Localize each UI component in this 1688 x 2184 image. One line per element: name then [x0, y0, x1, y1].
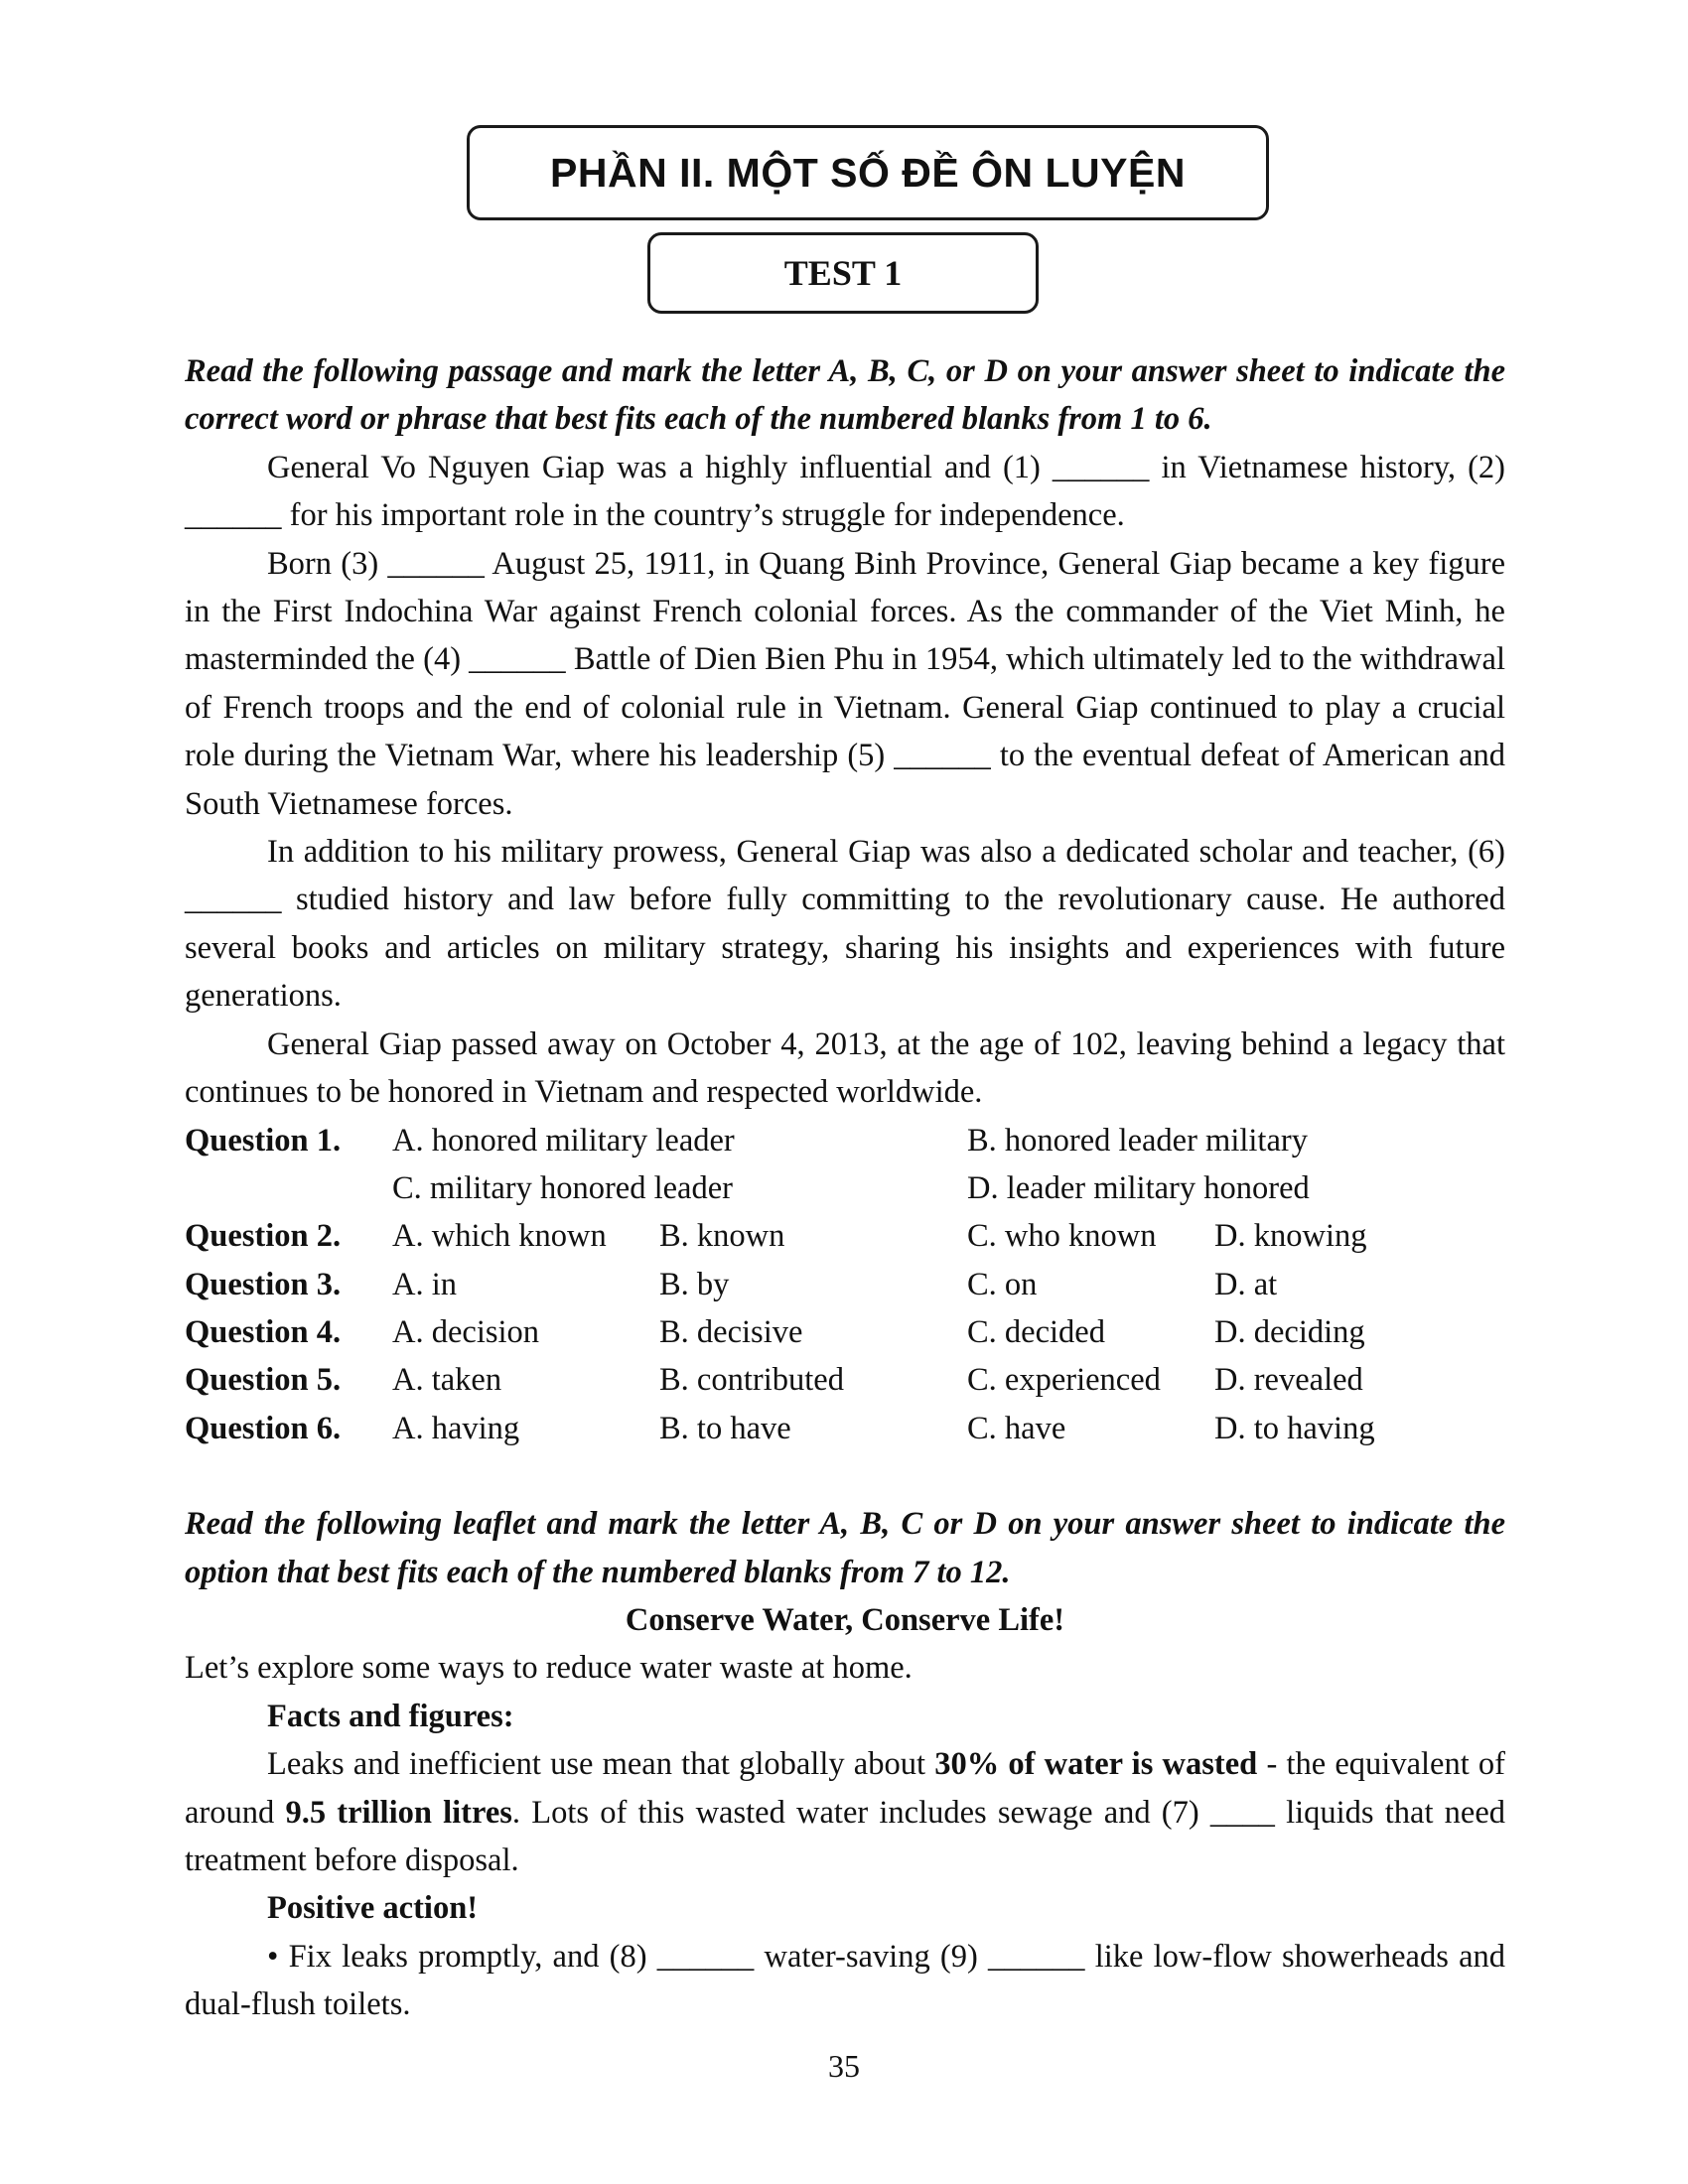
leaflet-intro: Let’s explore some ways to reduce water waste at home. — [185, 1650, 913, 1687]
page-content — [185, 347, 1505, 2029]
facts-text-2: - the equivalent of around — [185, 1746, 1505, 1831]
question-1 — [185, 1117, 1505, 1164]
facts-text-1: Leaks and inefficient use mean that globally about — [267, 1746, 935, 1783]
option-c: C. decided — [967, 1314, 1105, 1351]
question-label: Question 5. — [185, 1362, 342, 1399]
bullet-item-1 — [185, 1933, 1505, 2029]
facts-bold-1: 30% of water is wasted — [934, 1746, 1258, 1783]
option-b: B. contributed — [659, 1362, 844, 1399]
option-a: A. decision — [392, 1314, 540, 1351]
option-b: B. by — [659, 1266, 730, 1302]
facts-text-3: . Lots of this wasted water includes sewage and (7) ____ liquids that need treatment before disposal. — [185, 1794, 1506, 1879]
option-d: D. knowing — [1214, 1218, 1367, 1255]
option-a: A. taken — [392, 1362, 502, 1399]
option-d: D. leader military honored — [967, 1169, 1310, 1206]
question-label: Question 6. — [185, 1410, 342, 1446]
section-gap — [185, 1452, 1505, 1500]
part-title-box — [467, 125, 1269, 220]
question-1-continued — [185, 1164, 1505, 1212]
passage-paragraph-3: In addition to his military prowess, General Giap was also a dedicated scholar and teacher, (6) ______ studied history and law before fully committing to the revolutionary cause. He authored several books and articles on military strategy, sharing his insights and experiences with future generations. — [185, 834, 1505, 1015]
section2-instruction: Read the following leaflet and mark the letter A, B, C or D on your answer sheet to indicate the option that best fits each of the numbered blanks from 7 to 12. — [185, 1506, 1505, 1590]
test-title: TEST 1 — [783, 253, 903, 293]
option-b: B. to have — [659, 1410, 791, 1446]
option-d: D. to having — [1214, 1410, 1375, 1446]
passage-paragraph-4: General Giap passed away on October 4, 2013, at the age of 102, leaving behind a legacy that continues to be honored in Vietnam and respected worldwide. — [185, 1025, 1505, 1111]
option-b: B. honored leader military — [967, 1122, 1308, 1159]
bullet-icon: • — [267, 1938, 279, 1975]
passage-paragraph-2: Born (3) ______ August 25, 1911, in Quang Binh Province, General Giap became a key figure in the First Indochina War against French colonial forces. As the commander of the Viet Minh, he masterminded the (4) ______ Battle of Dien Bien Phu in 1954, which ultimately led to the withdrawal of French troops and the end of colonial rule in Vietnam. General Giap continued to play a crucial role during the Vietnam War, where his leadership (5) ______ to the eventual defeat of American and South Vietnamese forces. — [185, 545, 1505, 822]
question-5 — [185, 1356, 1505, 1404]
question-2 — [185, 1212, 1505, 1260]
option-a: A. in — [392, 1266, 457, 1302]
leaflet-title: Conserve Water, Conserve Life! — [625, 1602, 1065, 1639]
question-label: Question 3. — [185, 1266, 342, 1302]
question-label: Question 4. — [185, 1314, 342, 1351]
option-d: D. revealed — [1214, 1362, 1363, 1399]
test-title-box — [647, 232, 1039, 314]
option-c: C. military honored leader — [392, 1169, 733, 1206]
question-label: Question 1. — [185, 1122, 342, 1159]
facts-paragraph — [185, 1740, 1505, 1884]
question-list — [185, 1117, 1505, 1453]
option-a: A. having — [392, 1410, 520, 1446]
option-b: B. known — [659, 1218, 785, 1255]
option-c: C. who known — [967, 1218, 1157, 1255]
bullet-text: Fix leaks promptly, and (8) ______ water-saving (9) ______ like low-flow showerheads and dual-flush toilets. — [185, 1938, 1506, 2023]
question-3 — [185, 1261, 1505, 1308]
section1-instruction: Read the following passage and mark the letter A, B, C, or D on your answer sheet to indicate the correct word or phrase that best fits each of the numbered blanks from 1 to 6. — [185, 353, 1505, 438]
question-4 — [185, 1308, 1505, 1356]
page-number: 35 — [828, 2048, 860, 2084]
question-label: Question 2. — [185, 1218, 342, 1255]
option-c: C. have — [967, 1410, 1066, 1446]
option-c: C. on — [967, 1266, 1038, 1302]
option-a: A. which known — [392, 1218, 607, 1255]
part-title: PHẦN II. MỘT SỐ ĐỀ ÔN LUYỆN — [550, 149, 1186, 196]
facts-bold-2: 9.5 trillion litres — [285, 1794, 512, 1831]
option-d: D. deciding — [1214, 1314, 1365, 1351]
passage-paragraph-1: General Vo Nguyen Giap was a highly influential and (1) ______ in Vietnamese history, (2) ______ for his important role in the country’s struggle for independence. — [185, 449, 1505, 534]
facts-heading: Facts and figures: — [267, 1698, 514, 1734]
option-d: D. at — [1214, 1266, 1278, 1302]
question-6 — [185, 1405, 1505, 1452]
option-b: B. decisive — [659, 1314, 803, 1351]
action-heading: Positive action! — [267, 1890, 479, 1927]
option-c: C. experienced — [967, 1362, 1161, 1399]
option-a: A. honored military leader — [392, 1122, 735, 1159]
